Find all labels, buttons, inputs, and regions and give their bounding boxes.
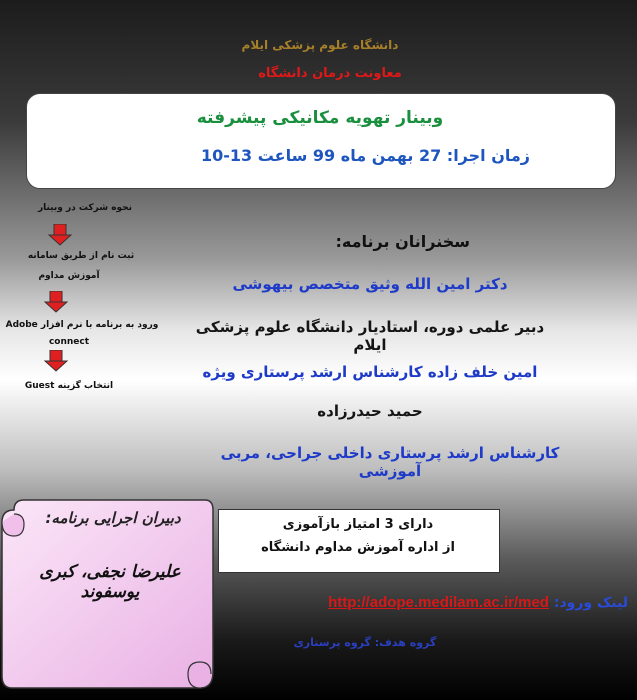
deputy-name: معاونت درمان دانشگاه bbox=[258, 66, 402, 81]
step-login-cont: connect bbox=[48, 337, 90, 347]
speaker-line: حمید حیدرزاده bbox=[317, 402, 423, 420]
link-row bbox=[232, 594, 628, 611]
down-arrow-icon bbox=[44, 291, 68, 313]
speakers-heading: سخنرانان برنامه: bbox=[335, 232, 470, 251]
time-label: زمان اجرا: bbox=[446, 146, 530, 165]
step-register: ثبت نام از طریق سامانه bbox=[27, 251, 135, 261]
step-login: ورود به برنامه با نرم افزار Adobe bbox=[5, 320, 159, 330]
speaker-line: دبیر علمی دوره، استادیار دانشگاه علوم پزشکی ایلام bbox=[195, 318, 545, 354]
step-guest: انتخاب گزینه Guest bbox=[24, 381, 114, 391]
speaker-line: امین خلف زاده کارشناس ارشد پرستاری ویژه bbox=[202, 363, 538, 381]
down-arrow-icon bbox=[48, 224, 72, 246]
webinar-link[interactable]: http://adope.medilam.ac.ir/med bbox=[328, 594, 549, 611]
target-group: گروه هدف: گروه پرستاری bbox=[293, 636, 437, 649]
executive-title: دبیران اجرایی برنامه: bbox=[45, 509, 181, 527]
executive-names: علیرضا نجفی، کبری یوسفوند bbox=[39, 562, 181, 602]
university-name: دانشگاه علوم پزشکی ایلام bbox=[241, 38, 399, 52]
how-to-heading: نحوه شرکت در وبینار bbox=[37, 203, 133, 213]
step-register-cont: آموزش مداوم bbox=[38, 271, 100, 281]
event-time bbox=[150, 146, 530, 165]
down-arrow-icon bbox=[44, 350, 68, 372]
speaker-line: دکتر امین الله وثیق متخصص بیهوشی bbox=[232, 275, 508, 293]
speaker-line: کارشناس ارشد پرستاری داخلی جراحی، مربی آموزشی bbox=[220, 444, 560, 480]
webinar-title: وبینار تهویه مکانیکی پیشرفته bbox=[196, 108, 444, 128]
credit-line-2: از اداره آموزش مداوم دانشگاه bbox=[261, 540, 455, 555]
credit-line-1: دارای 3 امتیاز بازآموزی bbox=[282, 517, 434, 532]
time-value: 27 بهمن ماه 99 ساعت 13-10 bbox=[201, 146, 442, 165]
link-label: لینک ورود: bbox=[553, 595, 628, 611]
